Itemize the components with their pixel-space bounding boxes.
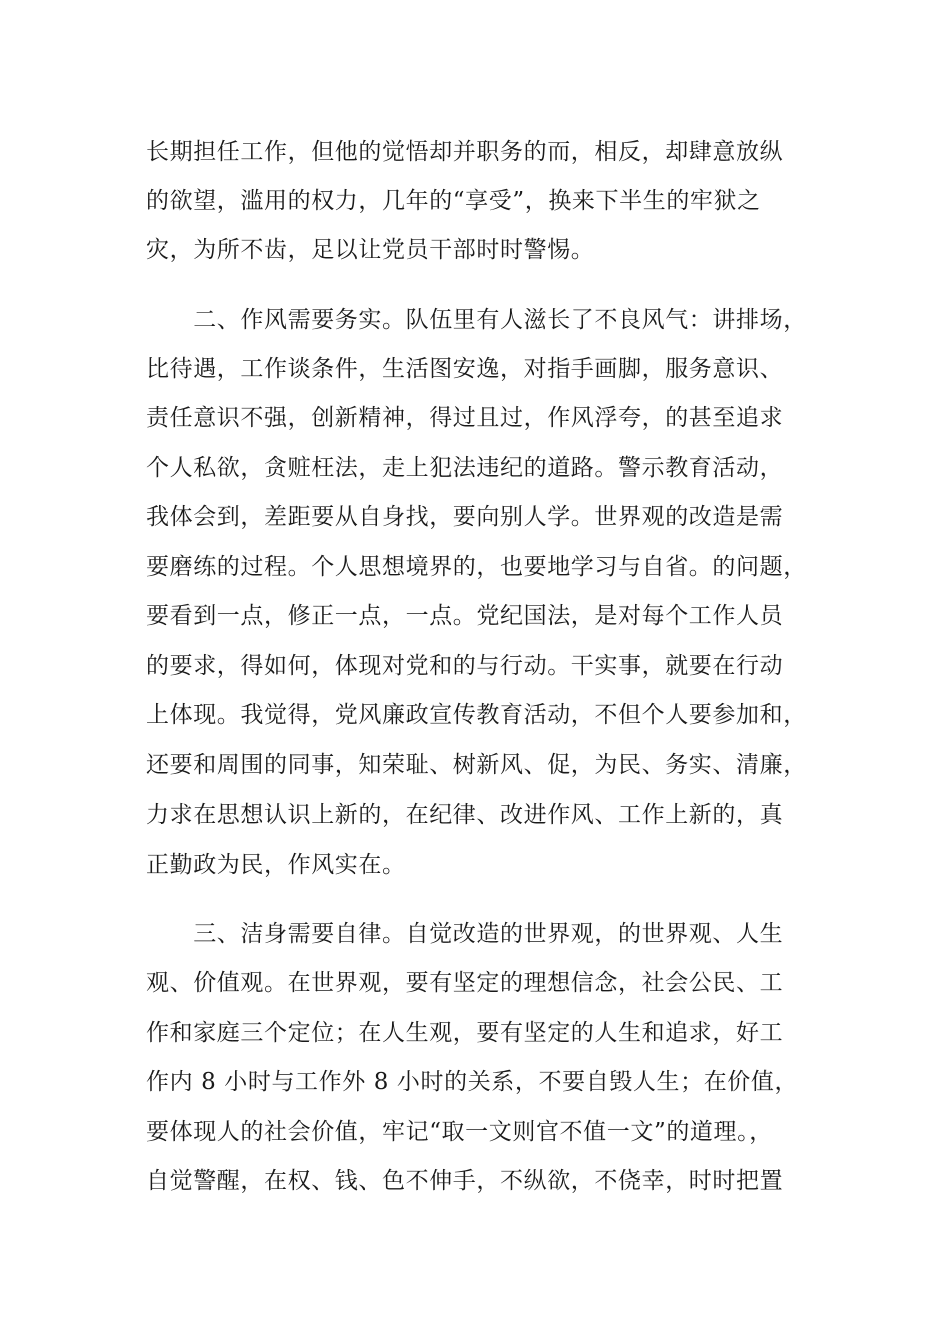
text-line: 的要求，得如何，体现对党和的与行动。干实事，就要在行动 <box>146 653 784 679</box>
text-line: 上体现。我觉得，党风廉政宣传教育活动，不但个人要参加和， <box>146 702 807 728</box>
text-line: 作内 8 小时与工作外 8 小时的关系，不要自毁人生；在价值， <box>146 1069 799 1095</box>
text-line: 作和家庭三个定位；在人生观，要有坚定的人生和追求，好工 <box>146 1020 784 1046</box>
text-line: 长期担任工作，但他的觉悟却并职务的而，相反，却肆意放纵 <box>146 139 784 165</box>
text-line: 正勤政为民，作风实在。 <box>146 852 406 878</box>
text-line: 二、作风需要务实。队伍里有人滋长了不良风气：讲排场， <box>146 307 807 333</box>
text-line: 还要和周围的同事，知荣耻、树新风、促，为民、务实、清廉， <box>146 752 807 778</box>
text-line: 比待遇，工作谈条件，生活图安逸，对指手画脚，服务意识、 <box>146 356 784 382</box>
text-line: 观、价值观。在世界观，要有坚定的理想信念，社会公民、工 <box>146 970 784 996</box>
text-line: 灾，为所不齿，足以让党员干部时时警惕。 <box>146 237 595 263</box>
text-line: 要体现人的社会价值，牢记“取一文则官不值一文”的道理。， <box>146 1119 773 1145</box>
text-line: 要看到一点，修正一点，一点。党纪国法，是对每个工作人员 <box>146 603 784 629</box>
text-line: 力求在思想认识上新的，在纪律、改进作风、工作上新的，真 <box>146 802 784 828</box>
text-line: 责任意识不强，创新精神，得过且过，作风浮夸，的甚至追求 <box>146 405 784 431</box>
text-line: 要磨练的过程。个人思想境界的，也要地学习与自省。的问题， <box>146 554 807 580</box>
text-line: 三、洁身需要自律。自觉改造的世界观，的世界观、人生 <box>146 921 784 947</box>
text-line: 个人私欲，贪赃枉法，走上犯法违纪的道路。警示教育活动， <box>146 455 784 481</box>
text-line: 的欲望，滥用的权力，几年的“享受”，换来下半生的牢狱之 <box>146 188 761 214</box>
text-line: 自觉警醒，在权、钱、色不伸手，不纵欲，不侥幸，时时把置 <box>146 1168 784 1194</box>
text-line: 我体会到，差距要从自身找，要向别人学。世界观的改造是需 <box>146 504 784 530</box>
